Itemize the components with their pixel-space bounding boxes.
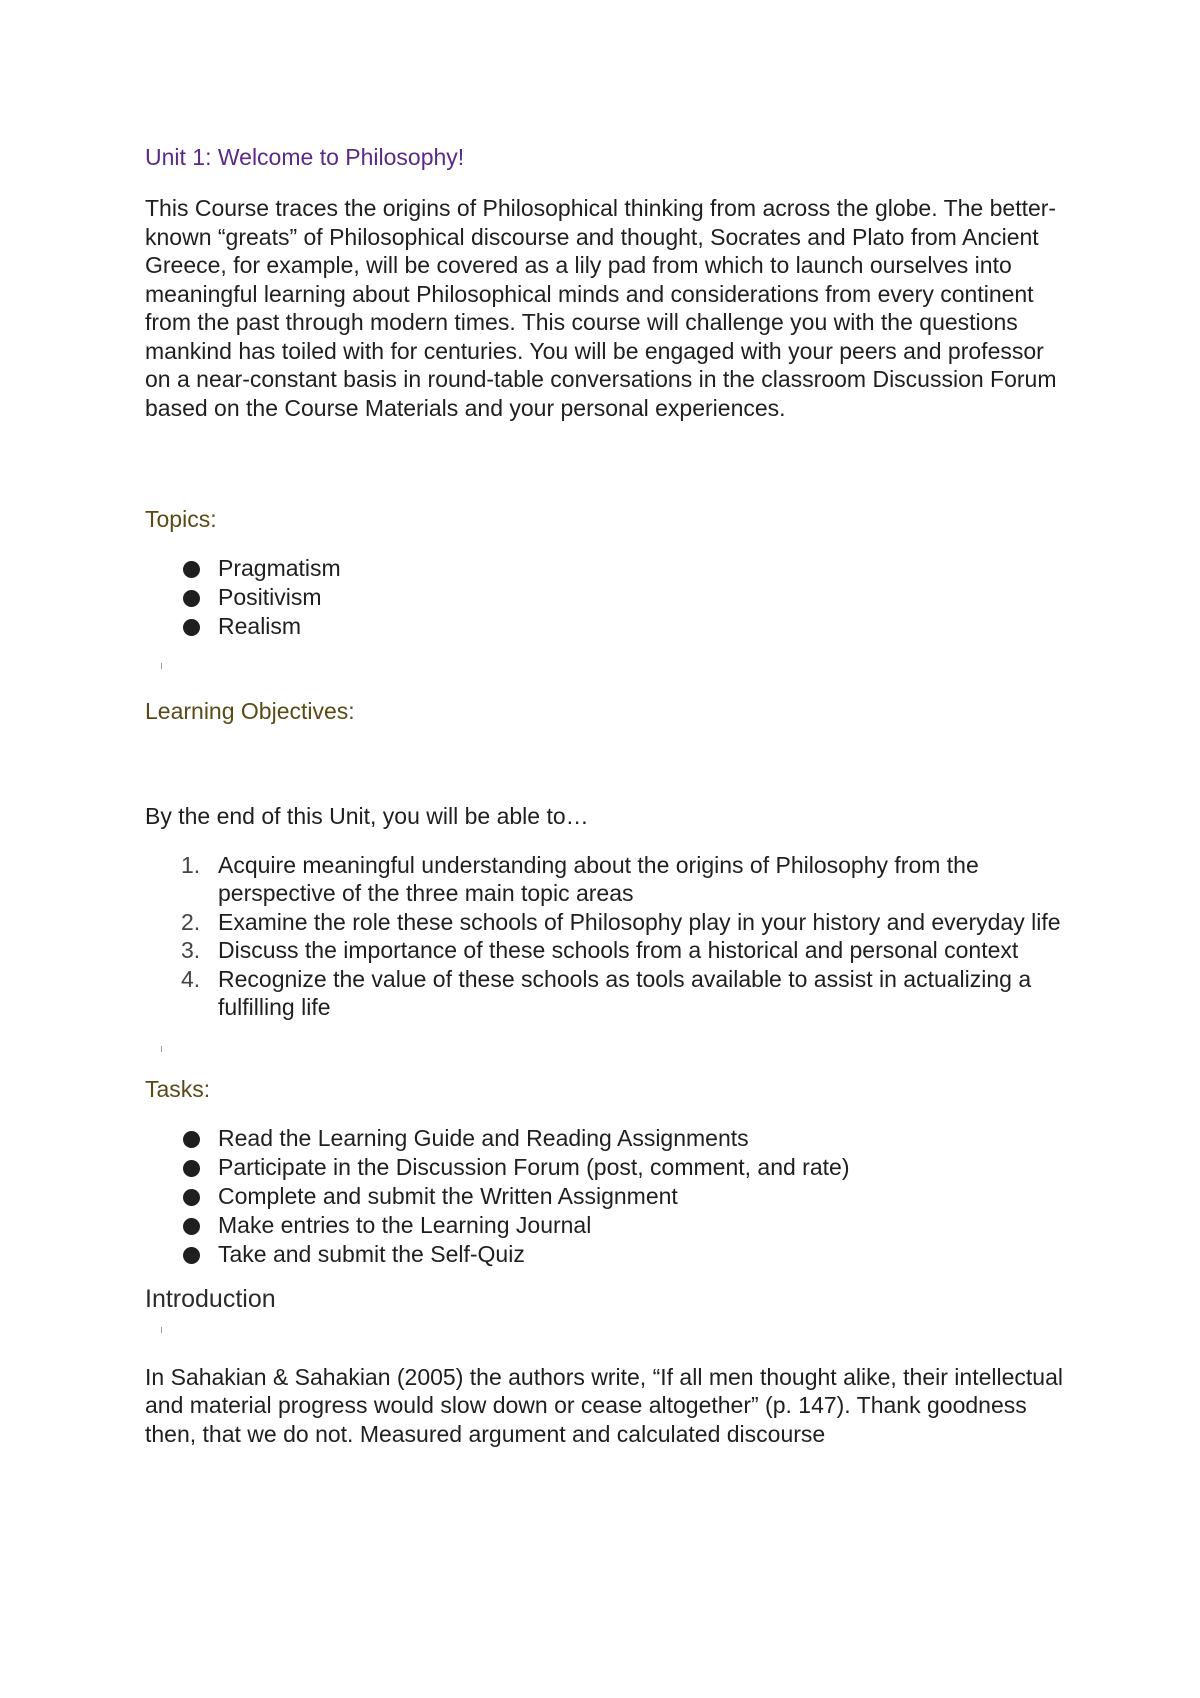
topics-list — [145, 554, 1075, 641]
list-item: Participate in the Discussion Forum (post, comment, and rate) — [145, 1153, 1075, 1182]
tasks-heading: Tasks: — [145, 1075, 211, 1102]
list-item: 2. Examine the role these schools of Philosophy play in your history and everyday life — [181, 908, 1061, 935]
course-intro-paragraph: This Course traces the origins of Philosophical thinking from across the globe. The better-known “greats” of Philosophical discourse and thought, Socrates and Plato from Ancient Greece, for example, will be covered as a lily pad from which to launch ourselves into meaningful learning about Philosophical minds and considerations from every continent from the past through modern times. This course will challenge you with the questions mankind has toiled with for centuries. You will be engaged with your peers and professor on a near-constant basis in round-table conversations in the classroom Discussion Forum based on the Course Materials and your personal experiences. — [145, 195, 1057, 421]
bullet-icon — [183, 1189, 200, 1206]
objectives-list — [145, 851, 1075, 1022]
topics-heading: Topics: — [145, 506, 217, 532]
bullet-icon — [183, 1247, 200, 1264]
bullet-icon — [183, 1131, 200, 1148]
list-item: Pragmatism — [145, 554, 1075, 583]
bullet-icon — [183, 590, 200, 607]
learning-objectives-heading: Learning Objectives: — [145, 698, 355, 724]
divider-tick — [161, 663, 162, 669]
list-item: Complete and submit the Written Assignment — [145, 1182, 1075, 1211]
tasks-list — [145, 1124, 1075, 1269]
list-item: Positivism — [145, 583, 1075, 612]
list-item: 1. Acquire meaningful understanding about the origins of Philosophy from the perspective of the three main topic areas — [181, 851, 979, 906]
objectives-lead: By the end of this Unit, you will be able to… — [145, 803, 589, 829]
bullet-icon — [183, 619, 200, 636]
introduction-paragraph: In Sahakian & Sahakian (2005) the authors write, “If all men thought alike, their intellectual and material progress would slow down or cease altogether” (p. 147). Thank goodness then, that we do not. Measured argument and calculated discourse — [145, 1363, 1063, 1447]
bullet-icon — [183, 561, 200, 578]
list-item: Take and submit the Self-Quiz — [145, 1240, 1075, 1269]
list-item: Read the Learning Guide and Reading Assignments — [145, 1124, 1075, 1153]
list-item: Realism — [145, 612, 1075, 641]
unit-title: Unit 1: Welcome to Philosophy! — [145, 144, 465, 170]
list-item: Make entries to the Learning Journal — [145, 1211, 1075, 1240]
list-item: 4. Recognize the value of these schools as tools available to assist in actualizing a fulfilling life — [181, 965, 1032, 1020]
divider-tick — [161, 1046, 162, 1052]
divider-tick — [161, 1327, 162, 1333]
bullet-icon — [183, 1160, 200, 1177]
introduction-heading: Introduction — [145, 1284, 276, 1313]
bullet-icon — [183, 1218, 200, 1235]
document-page — [145, 140, 1075, 1448]
list-item: 3. Discuss the importance of these schools from a historical and personal context — [181, 937, 1019, 963]
